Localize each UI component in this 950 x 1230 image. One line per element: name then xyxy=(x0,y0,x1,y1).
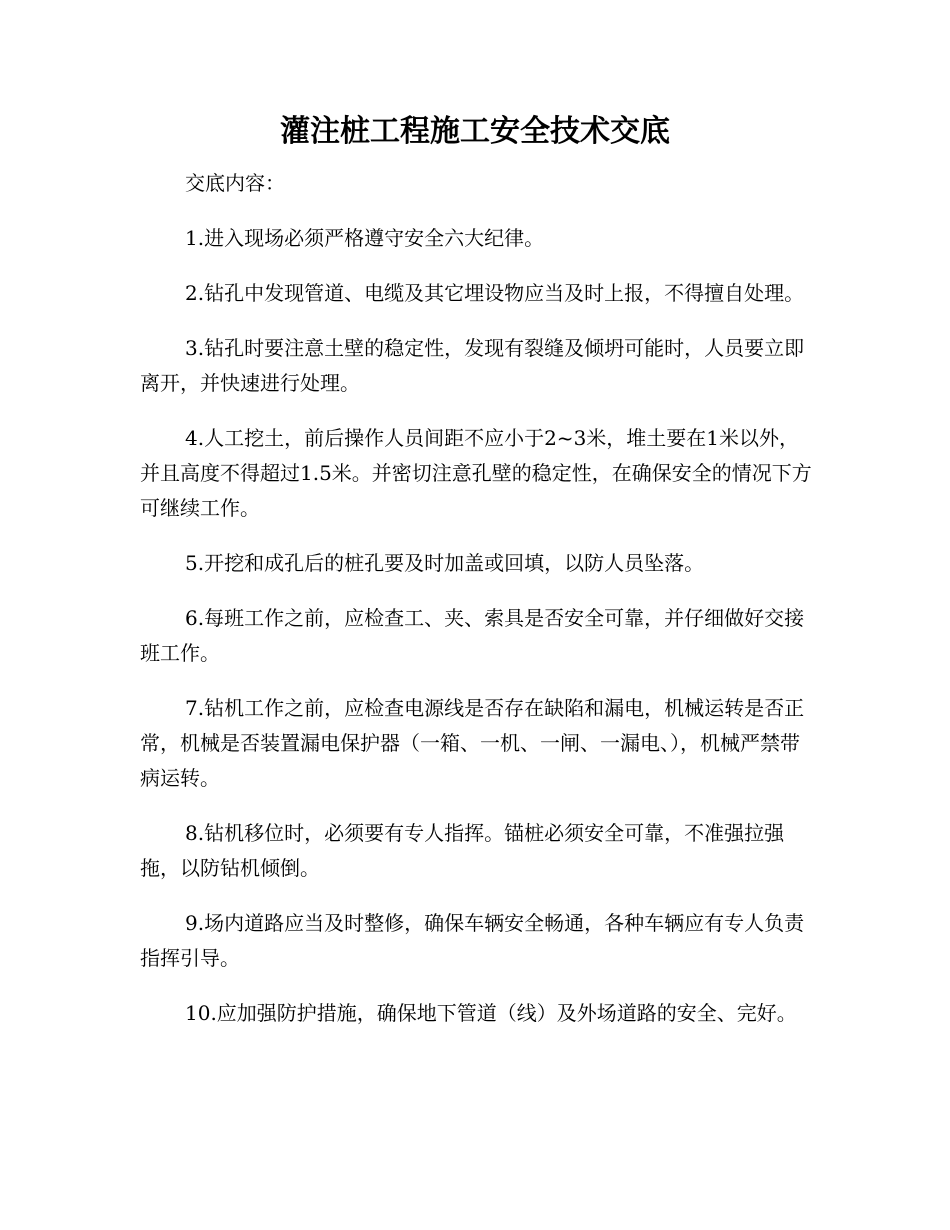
list-item: 6.每班工作之前，应检查工、夹、索具是否安全可靠，并仔细做好交接班工作。 xyxy=(140,606,805,665)
document-title: 灌注桩工程施工安全技术交底 xyxy=(280,114,670,149)
list-item: 5.开挖和成孔后的桩孔要及时加盖或回填，以防人员坠落。 xyxy=(185,551,705,575)
list-item: 3.钻孔时要注意土壁的稳定性，发现有裂缝及倾坍可能时，人员要立即离开，并快速进行处理。 xyxy=(140,336,805,395)
intro-label: 交底内容： xyxy=(185,171,285,195)
list-item: 8.钻机移位时，必须要有专人指挥。锚桩必须安全可靠，不准强拉强拖，以防钻机倾倒。 xyxy=(140,821,785,880)
list-item: 1.进入现场必须严格遵守安全六大纪律。 xyxy=(185,226,545,250)
document-body xyxy=(140,166,812,1051)
list-item: 9.场内道路应当及时整修，确保车辆安全畅通，各种车辆应有专人负责指挥引导。 xyxy=(140,911,805,970)
list-item: 4.人工挖土，前后操作人员间距不应小于2~3米，堆土要在1米以外，并且高度不得超过1.5米。并密切注意孔壁的稳定性，在确保安全的情况下方可继续工作。 xyxy=(140,426,812,520)
list-item: 2.钻孔中发现管道、电缆及其它埋设物应当及时上报，不得擅自处理。 xyxy=(185,281,805,305)
list-item: 7.钻机工作之前，应检查电源线是否存在缺陷和漏电，机械运转是否正常，机械是否装置漏电保护器（一箱、一机、一闸、一漏电、），机械严禁带病运转。 xyxy=(140,696,805,790)
list-item: 10.应加强防护措施，确保地下管道（线）及外场道路的安全、完好。 xyxy=(185,1001,797,1025)
